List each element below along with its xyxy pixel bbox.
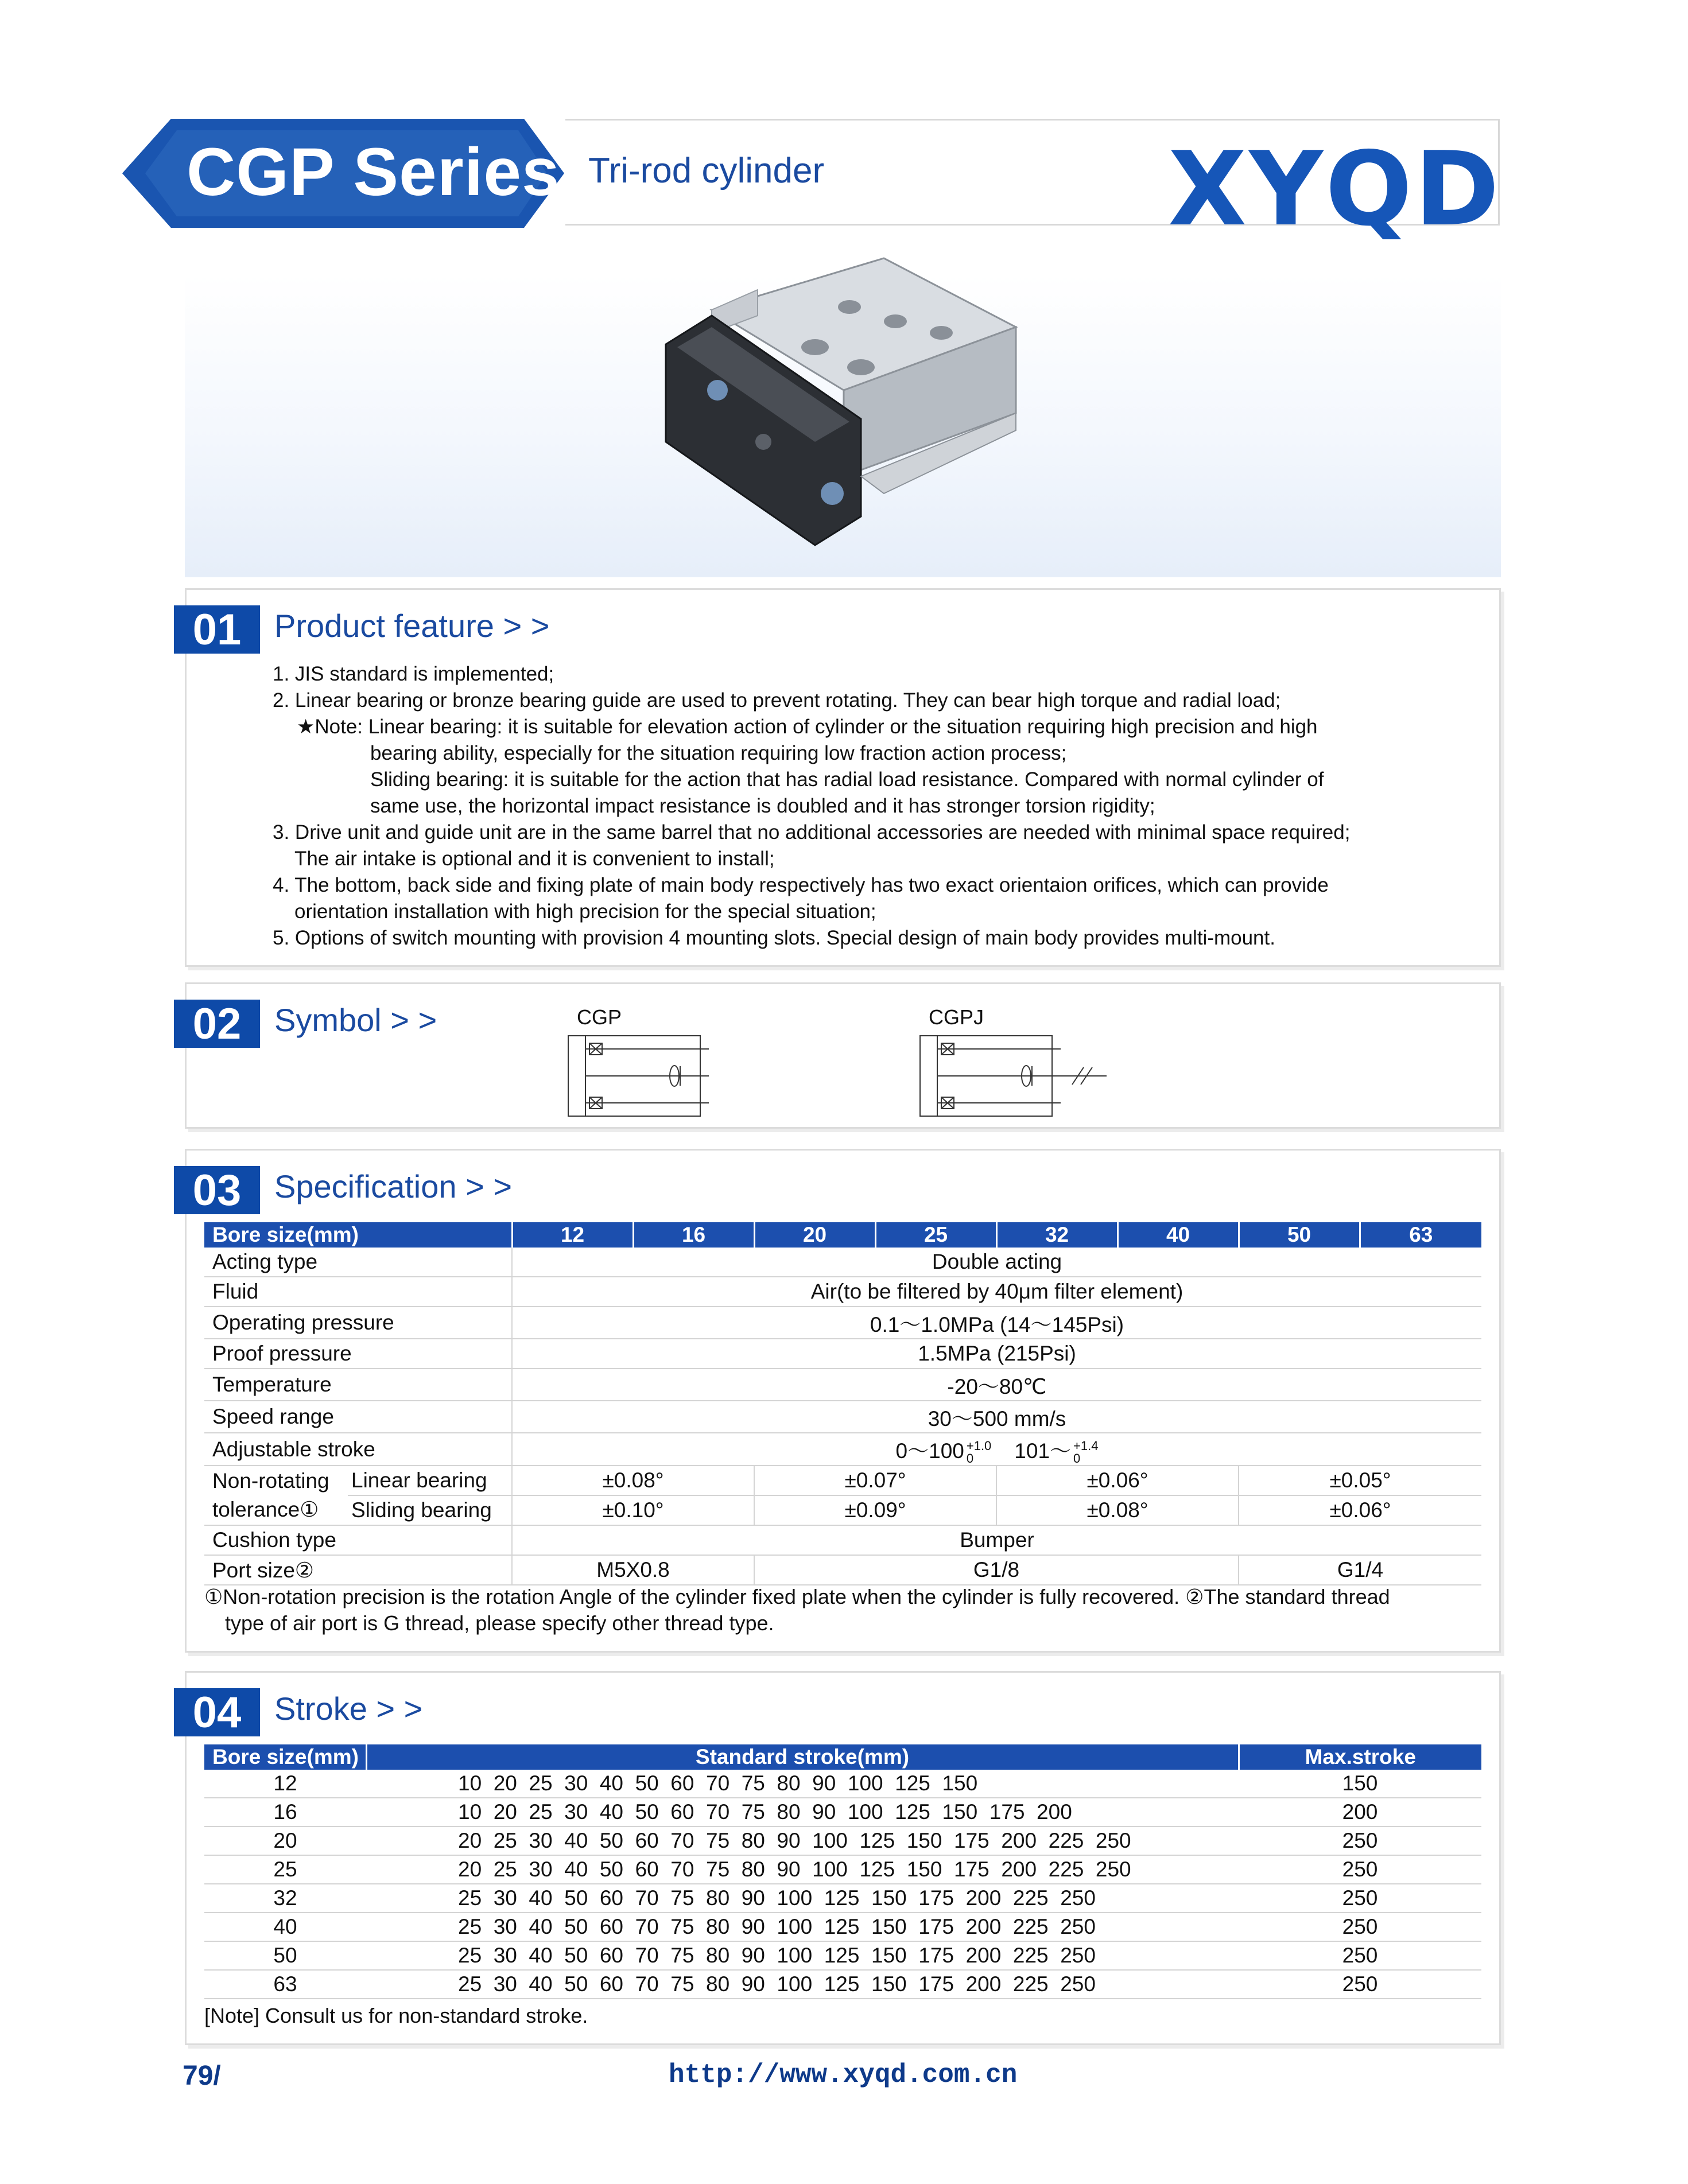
spec-value: 30～500 mm/s [512,1401,1481,1433]
bore-40: 40 [1117,1222,1239,1248]
spec-row [204,1433,1481,1466]
nonrot-label-line: Non-rotating [212,1469,329,1493]
stroke-title: Stroke > > [274,1691,423,1727]
spec-label: Speed range [204,1401,512,1433]
feature-line: 4. The bottom, back side and fixing plate of main body respectively has two exact orientaion orifices, which can provide [273,874,1329,896]
bore-32: 32 [996,1222,1117,1248]
specification-table [204,1222,1481,1585]
bore-20: 20 [754,1222,875,1248]
spec-value: ±0.06° [1239,1495,1481,1525]
spec-value: ±0.08° [512,1466,754,1495]
tolerance-sup: +1.0 [966,1439,992,1454]
spec-label: Port size② [204,1555,512,1585]
stroke-standard: 25 30 40 50 60 70 75 80 90 100 125 150 175 200 225 250 [366,1970,1239,1999]
spec-label: Temperature [204,1369,512,1401]
feature-line: Sliding bearing: it is suitable for the action that has radial load resistance. Compared with normal cylinder of [370,768,1324,791]
bore-size-header: Bore size(mm) [204,1222,512,1248]
tolerance-sub: 0 [1073,1451,1081,1466]
spec-row [204,1369,1481,1401]
spec-row [204,1277,1481,1307]
tri-rod-cylinder-image [643,247,1045,568]
series-title: CGP Series [187,134,560,210]
stroke-bore: 25 [204,1855,366,1884]
spec-value: 1.5MPa (215Psi) [512,1339,1481,1369]
stroke-standard: 25 30 40 50 60 70 75 80 90 100 125 150 175 200 225 250 [366,1941,1239,1970]
cgp-symbol-diagram [565,1033,715,1119]
feature-line: bearing ability, especially for the situation requiring low fraction action process; [370,742,1067,764]
bore-12: 12 [512,1222,633,1248]
series-subtitle: Tri-rod cylinder [588,151,825,191]
spec-row [204,1466,1481,1495]
feature-line: The air intake is optional and it is convenient to install; [294,848,775,870]
spec-value: ±0.09° [754,1495,996,1525]
stroke-max: 200 [1239,1798,1481,1827]
spec-row [204,1307,1481,1339]
spec-value: ±0.05° [1239,1466,1481,1495]
spec-value: 0.1～1.0MPa (14～145Psi) [512,1307,1481,1339]
feature-line: 1. JIS standard is implemented; [273,663,554,685]
spec-value: Bumper [512,1525,1481,1555]
stroke-row [204,1941,1481,1970]
bore-16: 16 [633,1222,754,1248]
spec-row [204,1339,1481,1369]
stroke-bore: 20 [204,1827,366,1855]
spec-value: G1/4 [1239,1555,1481,1585]
spec-value: -20～80℃ [512,1369,1481,1401]
section-badge-02: 02 [174,1000,260,1048]
stroke-standard-header: Standard stroke(mm) [366,1744,1239,1770]
spec-value: M5X0.8 [512,1555,754,1585]
spec-row [204,1401,1481,1433]
symbol-title: Symbol > > [274,1002,437,1038]
stroke-standard: 10 20 25 30 40 50 60 70 75 80 90 100 125 150 [366,1770,1239,1798]
spec-row [204,1525,1481,1555]
spec-value: G1/8 [754,1555,1239,1585]
spec-row [204,1248,1481,1277]
stroke-standard: 10 20 25 30 40 50 60 70 75 80 90 100 125 150 175 200 [366,1798,1239,1827]
stroke-bore: 32 [204,1884,366,1913]
stroke-bore: 63 [204,1970,366,1999]
stroke-max: 250 [1239,1970,1481,1999]
brand-logo: XYQD [1168,130,1502,248]
spec-value: Double acting [512,1248,1481,1277]
section-badge-01: 01 [174,605,260,654]
stroke-note: [Note] Consult us for non-standard stroke. [204,2004,588,2027]
stroke-max: 150 [1239,1770,1481,1798]
bore-63: 63 [1360,1222,1481,1248]
spec-value: Air(to be filtered by 40μm filter element) [512,1277,1481,1307]
stroke-max: 250 [1239,1884,1481,1913]
feature-line: same use, the horizontal impact resistance is doubled and it has stronger torsion rigidity; [370,795,1155,817]
symbol-label-cgpj: CGPJ [929,1005,984,1029]
stroke-bore-header: Bore size(mm) [204,1744,366,1770]
stroke-bore: 50 [204,1941,366,1970]
feature-note: ★Note: Linear bearing: it is suitable for elevation action of cylinder or the situation requiring high precision and high [297,716,1318,738]
feature-line: 3. Drive unit and guide unit are in the same barrel that no additional accessories are needed with minimal space required; [273,821,1351,844]
stroke-standard: 20 25 30 40 50 60 70 75 80 90 100 125 150 175 200 225 250 [366,1855,1239,1884]
stroke-range-a: 0～100 [895,1439,964,1463]
bore-25: 25 [875,1222,996,1248]
spec-label: Adjustable stroke [204,1433,512,1466]
stroke-max: 250 [1239,1855,1481,1884]
stroke-standard: 25 30 40 50 60 70 75 80 90 100 125 150 175 200 225 250 [366,1884,1239,1913]
stroke-table [204,1744,1481,1999]
stroke-max: 250 [1239,1941,1481,1970]
feature-line: 5. Options of switch mounting with provision 4 mounting slots. Special design of main body provides multi-mount. [273,927,1275,949]
spec-note-line: type of air port is G thread, please specify other thread type. [225,1611,774,1635]
stroke-standard: 25 30 40 50 60 70 75 80 90 100 125 150 175 200 225 250 [366,1913,1239,1941]
spec-value: ±0.07° [754,1466,996,1495]
tolerance-sub: 0 [966,1451,974,1466]
spec-value: ±0.08° [996,1495,1239,1525]
stroke-standard: 20 25 30 40 50 60 70 75 80 90 100 125 150 175 200 225 250 [366,1827,1239,1855]
stroke-bore: 40 [204,1913,366,1941]
stroke-max: 250 [1239,1827,1481,1855]
page-number: 79/ [183,2061,221,2091]
linear-bearing-label: Linear bearing [348,1466,512,1495]
cgpj-symbol-diagram [917,1033,1112,1119]
stroke-max-header: Max.stroke [1239,1744,1481,1770]
product-feature-title: Product feature > > [274,608,550,644]
bore-50: 50 [1239,1222,1360,1248]
stroke-row [204,1770,1481,1798]
spec-label: Acting type [204,1248,512,1277]
stroke-bore: 16 [204,1798,366,1827]
stroke-row [204,1884,1481,1913]
adjustable-stroke-value [512,1433,1481,1466]
stroke-row [204,1827,1481,1855]
spec-label: Proof pressure [204,1339,512,1369]
website-link[interactable]: http://www.xyqd.com.cn [669,2060,1018,2090]
spec-label: Operating pressure [204,1307,512,1339]
nonrot-label [204,1466,348,1525]
specification-title: Specification > > [274,1168,513,1204]
stroke-row [204,1913,1481,1941]
stroke-header-row [204,1744,1481,1770]
stroke-bore: 12 [204,1770,366,1798]
spec-value: ±0.10° [512,1495,754,1525]
symbol-label-cgp: CGP [577,1005,622,1029]
stroke-row [204,1970,1481,1999]
spec-row [204,1495,1481,1525]
tolerance-sup: +1.4 [1073,1439,1099,1454]
section-badge-03: 03 [174,1166,260,1214]
sliding-bearing-label: Sliding bearing [348,1495,512,1525]
section-badge-04: 04 [174,1688,260,1736]
spec-note-line: ①Non-rotation precision is the rotation Angle of the cylinder fixed plate when the cylinder is fully recovered. ②The standard thread [204,1585,1390,1608]
stroke-range-b: 101～ [1014,1439,1072,1463]
stroke-row [204,1855,1481,1884]
feature-line: orientation installation with high precision for the special situation; [294,900,876,923]
feature-line: 2. Linear bearing or bronze bearing guide are used to prevent rotating. They can bear high torque and radial load; [273,689,1281,712]
spec-header-row [204,1222,1481,1248]
spec-label: Fluid [204,1277,512,1307]
spec-row [204,1555,1481,1585]
stroke-row [204,1798,1481,1827]
spec-label: Cushion type [204,1525,512,1555]
spec-value: ±0.06° [996,1466,1239,1495]
nonrot-label-line: tolerance① [212,1498,319,1522]
stroke-max: 250 [1239,1913,1481,1941]
